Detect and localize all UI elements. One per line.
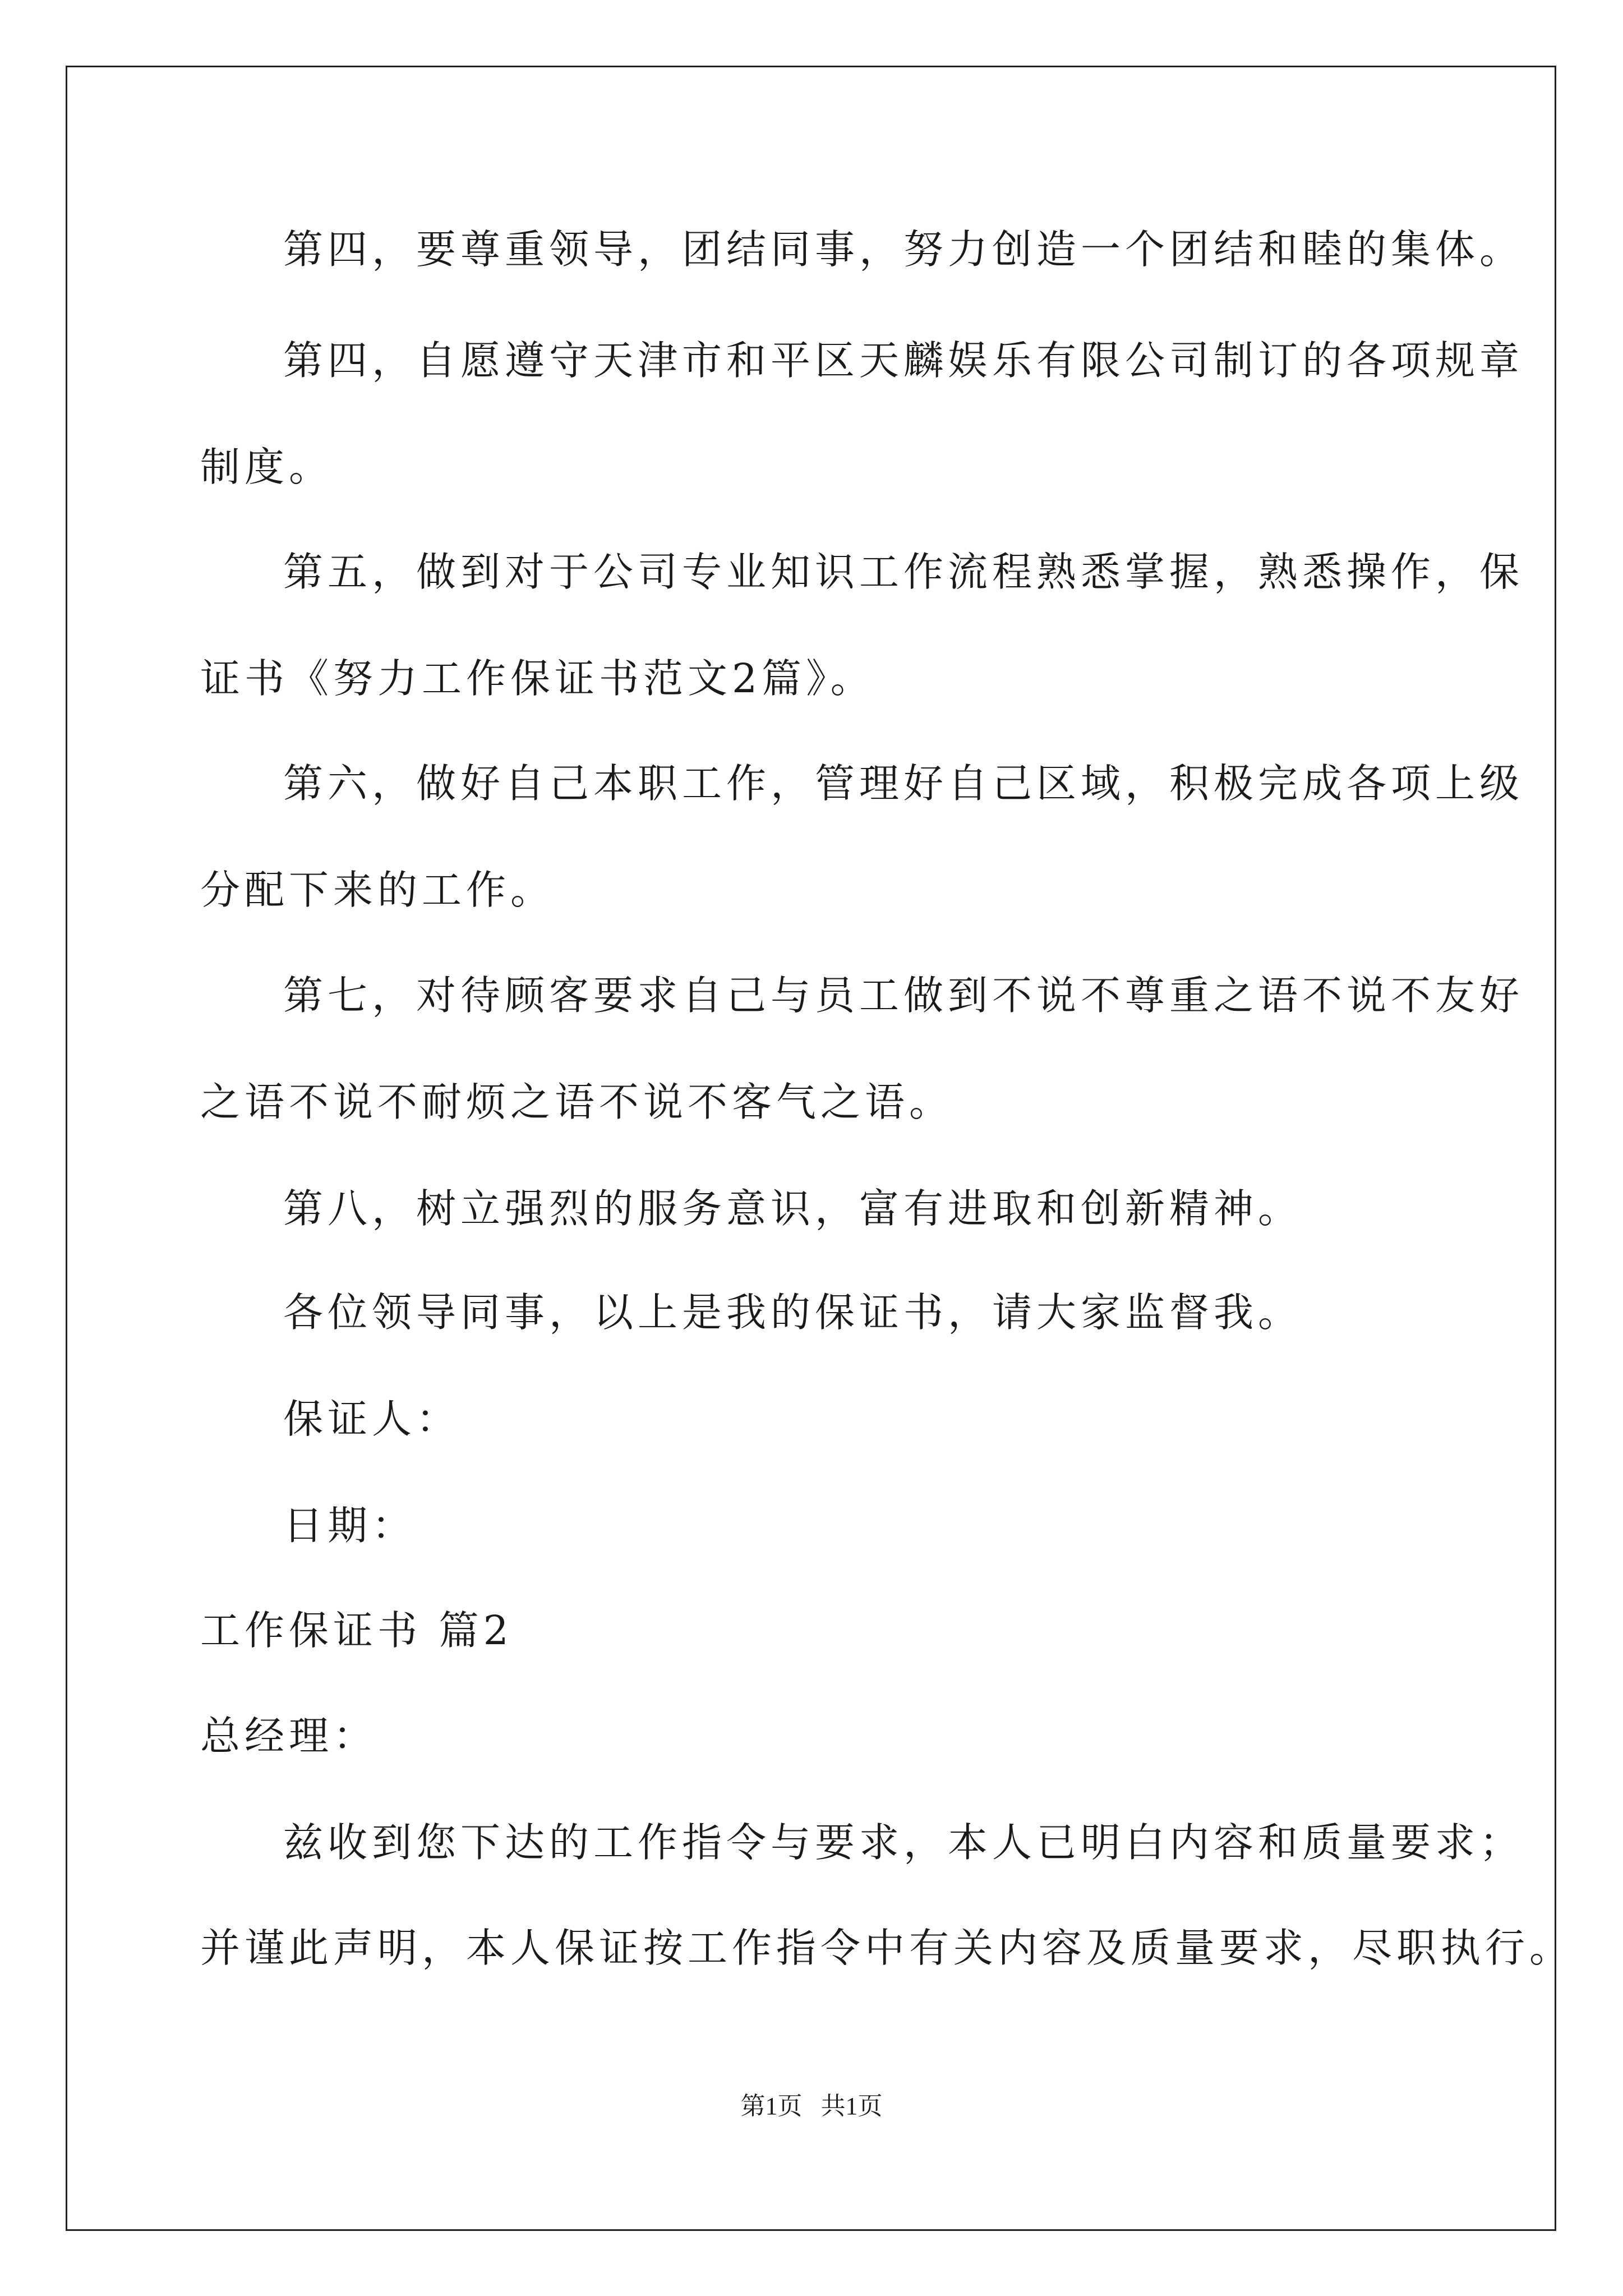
paragraph-statement-line2: 并谨此声明，本人保证按工作指令中有关内容及质量要求，尽职执行。: [200, 1925, 1574, 1971]
paragraph-item-4-rules-line1: 第四，自愿遵守天津市和平区天麟娱乐有限公司制订的各项规章: [283, 337, 1524, 384]
section-heading: 工作保证书 篇2: [200, 1607, 513, 1654]
paragraph-item-7-line1: 第七，对待顾客要求自己与员工做到不说不尊重之语不说不友好: [283, 972, 1524, 1019]
date-label: 日期：: [283, 1502, 417, 1549]
paragraph-item-5-line1: 第五，做到对于公司专业知识工作流程熟悉掌握，熟悉操作，保: [283, 549, 1524, 595]
paragraph-item-7-line2: 之语不说不耐烦之语不说不客气之语。: [200, 1079, 954, 1125]
guarantor-label: 保证人：: [283, 1396, 461, 1442]
paragraph-statement-line1: 兹收到您下达的工作指令与要求，本人已明白内容和质量要求；: [283, 1819, 1524, 1866]
page-border: [66, 66, 1556, 2231]
paragraph-closing: 各位领导同事，以上是我的保证书，请大家监督我。: [283, 1289, 1303, 1336]
paragraph-item-5-line2: 证书《努力工作保证书范文2篇》。: [200, 655, 875, 702]
paragraph-item-6-line2: 分配下来的工作。: [200, 867, 555, 913]
paragraph-item-4-respect: 第四，要尊重领导，团结同事，努力创造一个团结和睦的集体。: [283, 226, 1524, 273]
paragraph-item-6-line1: 第六，做好自己本职工作，管理好自己区域，积极完成各项上级: [283, 760, 1524, 807]
page-number-footer: 第1页 共1页: [740, 2092, 883, 2120]
salutation: 总经理：: [200, 1713, 378, 1759]
paragraph-item-8: 第八，树立强烈的服务意识，富有进取和创新精神。: [283, 1185, 1303, 1232]
paragraph-item-4-rules-line2: 制度。: [200, 444, 334, 490]
